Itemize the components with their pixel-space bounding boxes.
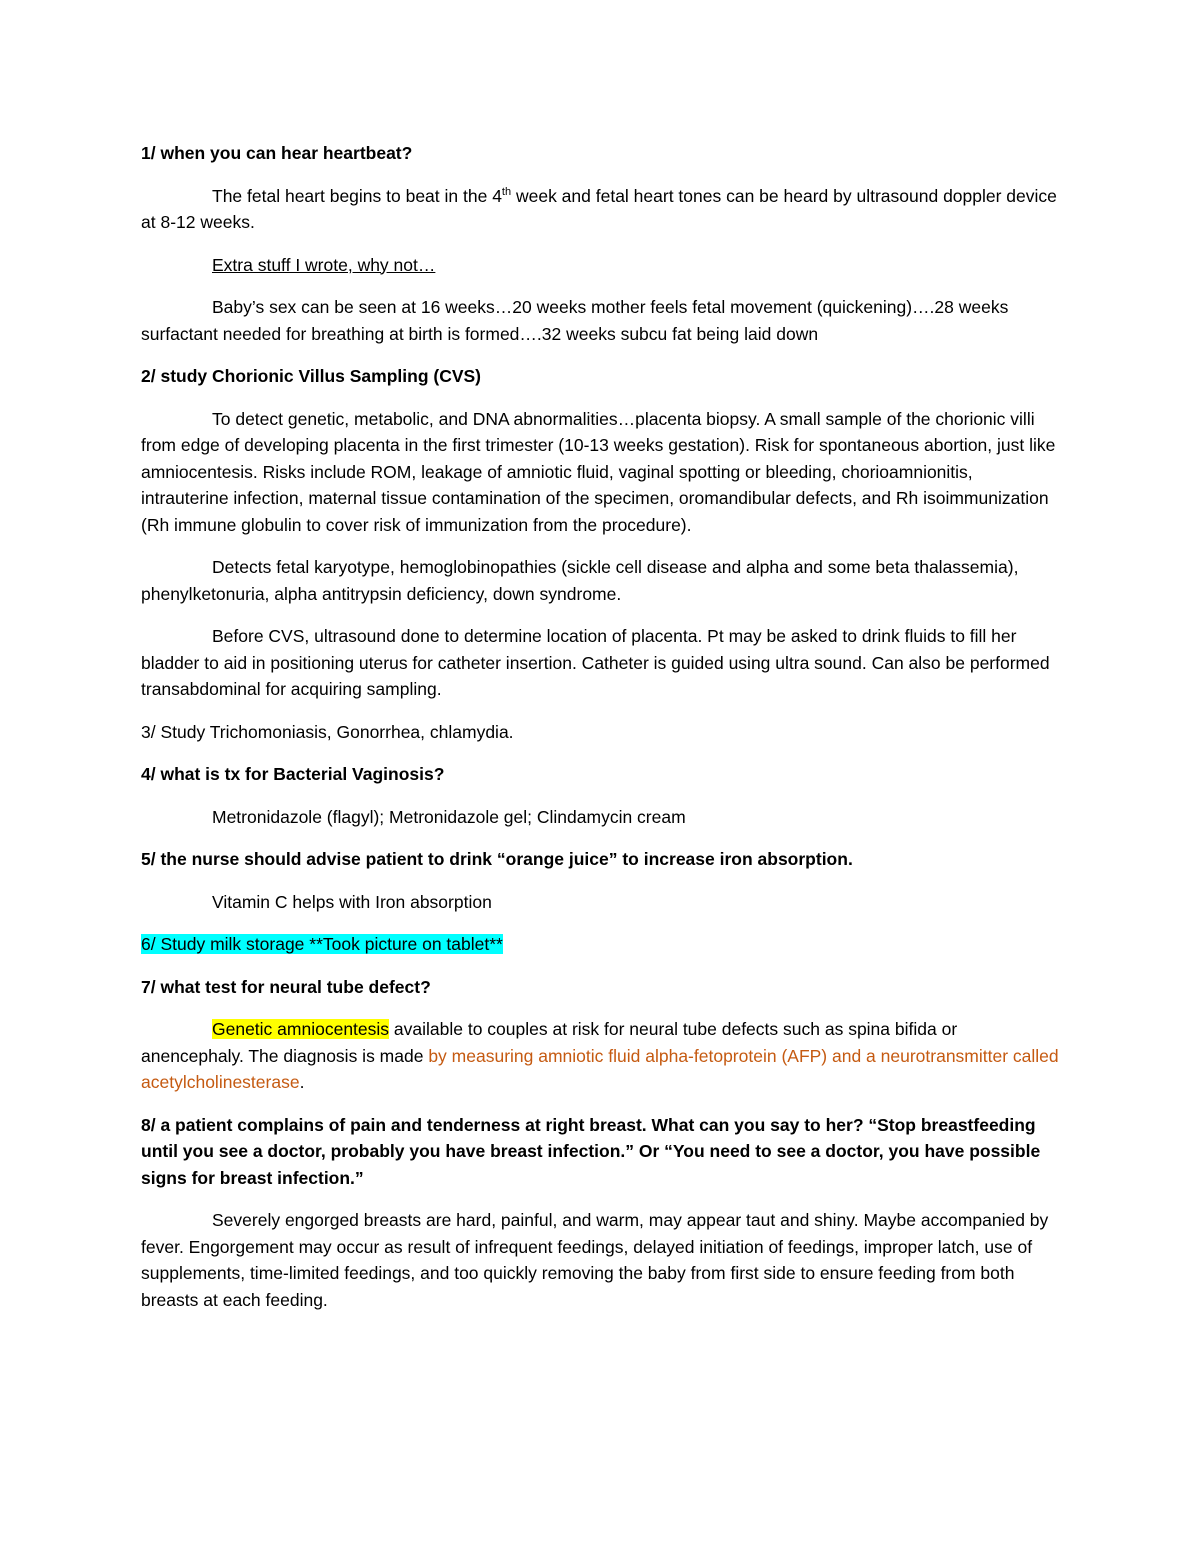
answer-7	[141, 1016, 1061, 1096]
answer-1-superscript: th	[501, 185, 512, 198]
answer-5: Vitamin C helps with Iron absorption	[212, 891, 492, 912]
question-2: 2/ study Chorionic Villus Sampling (CVS)	[141, 366, 482, 386]
answer-8: Severely engorged breasts are hard, painful, and warm, may appear taut and shiny. Maybe accompanied by fever. Engorgement may occur as result of infrequent feedings, delayed initiation of feedings, improper latch, use of supplements, time-limited feedings, and too quickly removing the baby from first side to ensure feeding from both breasts at each feeding.	[141, 1210, 1049, 1310]
question-5: 5/ the nurse should advise patient to drink “orange juice” to increase iron absorption.	[141, 849, 853, 869]
answer-2-paragraph-3: Before CVS, ultrasound done to determine location of placenta. Pt may be asked to drink fluids to fill her bladder to aid in positioning uterus for catheter insertion. Catheter is guided using ultra sound. Can also be performed transabdominal for acquiring sampling.	[141, 626, 1050, 699]
answer-7-text: available to couples at risk for neural tube defects such as spina bifida or anencephaly. The diagnosis is made	[141, 1019, 958, 1066]
question-1: 1/ when you can hear heartbeat?	[141, 143, 413, 163]
question-7: 7/ what test for neural tube defect?	[141, 976, 431, 997]
answer-7-orange-text: by measuring amniotic fluid alpha-fetoprotein (AFP) and a neurotransmitter called acetylcholinesterase	[141, 1045, 1059, 1092]
question-6-paragraph	[141, 931, 1061, 958]
answer-4: Metronidazole (flagyl); Metronidazole gel; Clindamycin cream	[212, 806, 686, 827]
answer-2-paragraph-2: Detects fetal karyotype, hemoglobinopathies (sickle cell disease and alpha and some beta thalassemia), phenylketonuria, alpha antitrypsin deficiency, down syndrome.	[141, 557, 1019, 604]
answer-7-highlight: Genetic amniocentesis	[212, 1019, 390, 1039]
question-8: 8/ a patient complains of pain and tenderness at right breast. What can you say to her? “Stop breastfeeding until you see a doctor, probably you have breast infection.” Or “You need to see a doctor, you have possible signs for breast infection.”	[141, 1114, 1041, 1188]
question-4: 4/ what is tx for Bacterial Vaginosis?	[141, 764, 445, 784]
document-page	[141, 140, 1061, 1329]
question-6-highlighted: 6/ Study milk storage **Took picture on tablet**	[141, 934, 503, 954]
answer-1-part1: The fetal heart begins to beat in the 4	[212, 185, 502, 206]
answer-1	[141, 183, 1061, 236]
question-3: 3/ Study Trichomoniasis, Gonorrhea, chlamydia.	[141, 721, 514, 742]
extra-label: Extra stuff I wrote, why not…	[212, 254, 436, 275]
extra-text: Baby’s sex can be seen at 16 weeks…20 weeks mother feels fetal movement (quickening)….28 weeks surfactant needed for breathing at birth is formed….32 weeks subcu fat being laid down	[141, 297, 1009, 344]
extra-label-paragraph	[141, 252, 1061, 279]
answer-7-end: .	[299, 1072, 305, 1092]
answer-1-part2: week and fetal heart tones can be heard by ultrasound doppler device at 8-12 weeks.	[141, 185, 1057, 232]
answer-2-paragraph-1: To detect genetic, metabolic, and DNA abnormalities…placenta biopsy. A small sample of the chorionic villi from edge of developing placenta in the first trimester (10-13 weeks gestation). Risk for spontaneous abortion, just like amniocentesis. Risks include ROM, leakage of amniotic fluid, vaginal spotting or bleeding, chorioamnionitis, intrauterine infection, maternal tissue contamination of the specimen, oromandibular defects, and Rh isoimmunization (Rh immune globulin to cover risk of immunization from the procedure).	[141, 408, 1056, 535]
